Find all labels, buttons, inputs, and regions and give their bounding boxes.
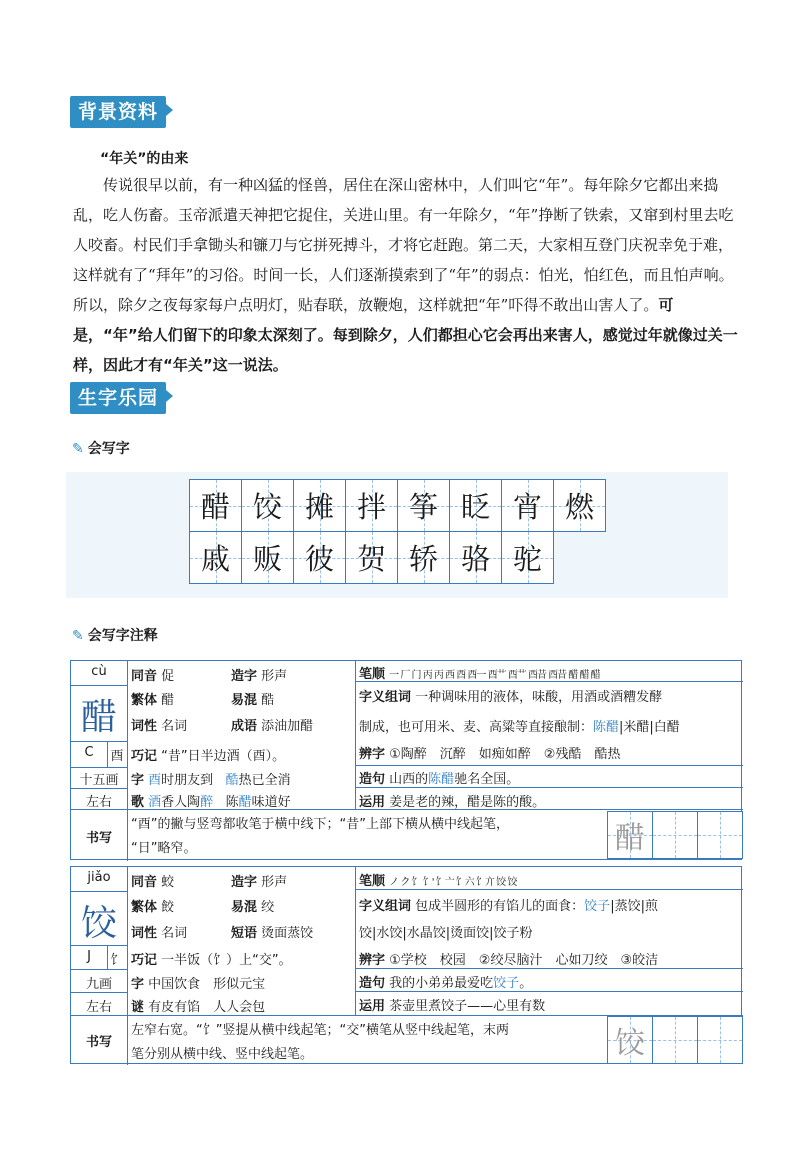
text: ①学校 校园 ②绞尽脑汁 心如刀绞 ③皎洁 <box>389 953 659 968</box>
label: 词性 <box>131 926 158 941</box>
label: 造句 <box>359 976 386 991</box>
label: 字 <box>131 773 145 788</box>
label: 笔顺 <box>359 874 386 889</box>
char-cell <box>397 479 450 532</box>
text: 味道好 <box>251 795 291 810</box>
char-cell <box>501 531 554 584</box>
value: 中国饮食 形似元宝 <box>148 977 266 992</box>
text: 山西的 <box>389 772 429 787</box>
highlight: 酷 <box>225 773 239 788</box>
label: 巧记 <box>131 749 158 764</box>
value: 添油加醋 <box>261 719 314 734</box>
text: “日”略窄。 <box>131 841 197 856</box>
grid-character: 醋 <box>200 490 230 524</box>
text: 笔分别从横中线、竖中线起笔。 <box>131 1047 314 1062</box>
grid-character: 燃 <box>564 490 594 524</box>
notes-heading <box>72 625 158 645</box>
notes-heading-text: 会写字注释 <box>87 628 158 644</box>
label: 造句 <box>359 772 386 787</box>
value: 名词 <box>161 926 188 941</box>
pinyin: cù <box>91 664 107 679</box>
grid-row-2 <box>190 532 606 584</box>
section-background-tag: 背景资料 <box>70 96 166 128</box>
label: 造字 <box>231 875 258 890</box>
story-bold-text: 可是，“年”给人们留下的印象太深刻了。每到除夕，人们都担心它会再出来害人，感觉过年就像过关一样，因此才有“年关”这一说法。 <box>73 296 738 374</box>
text: 姜是老的辣，醋是陈的酸。 <box>389 795 546 810</box>
trace-character: 醋 <box>615 821 645 856</box>
grid-row-1 <box>190 480 606 532</box>
entry-character: 醋 <box>80 697 117 738</box>
char-cell <box>345 531 398 584</box>
practice-box <box>697 1016 743 1064</box>
label: 繁体 <box>131 900 158 915</box>
text: 陈 <box>225 795 239 810</box>
text: 饺|水饺|水晶饺|烫面饺|饺子粉 <box>359 926 533 941</box>
char-cell <box>449 479 502 532</box>
char-cell <box>397 531 450 584</box>
text: 热已全消 <box>238 773 291 788</box>
value: 酷 <box>261 693 275 708</box>
text: |米醋|白醋 <box>619 720 680 735</box>
grid-character: 筝 <box>408 490 438 524</box>
index-letter: J <box>87 949 91 964</box>
label: 字义组词 <box>359 899 412 914</box>
stroke-order: ノ ク 饣 饣' 饣亠 饣六 饣亣 饺 饺 <box>389 877 517 888</box>
label: 谜 <box>131 1000 145 1015</box>
grid-character: 贩 <box>252 542 282 576</box>
text: 包成半圆形的有馅儿的面食： <box>415 899 585 914</box>
label: 词性 <box>131 719 158 734</box>
highlight: 饺子 <box>493 976 520 991</box>
value: 餃 <box>161 900 175 915</box>
practice-box <box>697 811 743 859</box>
value: 绞 <box>261 900 275 915</box>
value: 蛟 <box>161 875 175 890</box>
text: 驰名全国。 <box>454 772 520 787</box>
char-cell <box>449 531 502 584</box>
write-chars-heading <box>72 438 130 458</box>
label: 繁体 <box>131 693 158 708</box>
radical: 饣 <box>110 953 124 968</box>
label: 笔顺 <box>359 667 386 682</box>
write-chars-grid <box>190 480 606 584</box>
practice-box <box>652 811 698 859</box>
pinyin: jiǎo <box>87 870 111 885</box>
label: 辨字 <box>359 953 386 968</box>
stroke-count: 九画 <box>85 977 112 992</box>
char-cell <box>293 479 346 532</box>
write-chars-heading-text: 会写字 <box>87 441 130 457</box>
text: 。 <box>519 976 533 991</box>
highlight: 醋 <box>238 795 252 810</box>
label: 同音 <box>131 669 158 684</box>
entry-card-jiao <box>70 866 742 1064</box>
grid-character: 摊 <box>304 490 334 524</box>
grid-character: 驼 <box>512 542 542 576</box>
story-title: “年关”的由来 <box>100 151 189 167</box>
char-cell <box>553 479 606 532</box>
char-cell <box>241 531 294 584</box>
label: 巧记 <box>131 953 158 968</box>
highlight: 酒 <box>148 795 162 810</box>
highlight: 陈醋 <box>428 772 455 787</box>
practice-box <box>652 1016 698 1064</box>
label: 运用 <box>359 999 386 1014</box>
text: 茶壶里煮饺子——心里有数 <box>389 999 546 1014</box>
text: 我的小弟弟最爱吃 <box>389 976 494 991</box>
value: 名词 <box>161 719 188 734</box>
radical: 酉 <box>110 749 124 764</box>
grid-character: 宵 <box>512 490 542 524</box>
value: 促 <box>161 669 175 684</box>
text: 左窄右宽。“饣”竖提从横中线起笔；“交”横笔从竖中线起笔，末两 <box>131 1023 509 1038</box>
grid-character: 饺 <box>252 490 282 524</box>
char-cell <box>241 479 294 532</box>
label: 同音 <box>131 875 158 890</box>
label: 运用 <box>359 795 386 810</box>
text: 一种调味用的液体，味酸，用酒或酒糟发酵 <box>415 690 663 705</box>
practice-box <box>607 1016 653 1064</box>
stroke-order: 一 厂 门 丙 丙 西 酉 酉一 酉艹 酉艹 酉昔 酉昔 醋 醋 醋 <box>389 670 600 681</box>
value: 形声 <box>261 669 288 684</box>
grid-character: 彼 <box>304 542 334 576</box>
text: 制成，也可用米、麦、高粱等直接酿制： <box>359 720 594 735</box>
value: 一半饭（饣）上“交”。 <box>161 953 292 968</box>
label: 短语 <box>231 926 258 941</box>
label: 易混 <box>231 693 258 708</box>
label: 书写 <box>85 1035 112 1050</box>
grid-character: 贺 <box>356 542 386 576</box>
text: 时朋友到 <box>161 773 214 788</box>
char-cell <box>345 479 398 532</box>
practice-box <box>607 811 653 859</box>
char-cell <box>501 479 554 532</box>
highlight: 酉 <box>148 773 162 788</box>
entry-card-cu <box>70 660 742 860</box>
label: 书写 <box>85 831 112 846</box>
char-cell <box>189 531 242 584</box>
value: 有皮有馅 人人会包 <box>148 1000 266 1015</box>
value: 烫面蒸饺 <box>261 926 314 941</box>
grid-character: 拌 <box>356 490 386 524</box>
highlight: 饺子 <box>584 899 611 914</box>
grid-character: 眨 <box>460 490 490 524</box>
text: “酉”的撇与竖弯都收笔于横中线下；“昔”上部下横从横中线起笔， <box>131 817 509 832</box>
label: 造字 <box>231 669 258 684</box>
pencil-icon: ✎ <box>72 441 84 457</box>
label: 字 <box>131 977 145 992</box>
story-text: 传说很早以前，有一种凶猛的怪兽，居住在深山密林中，人们叫它“年”。每年除夕它都出来捣乱，吃人伤畜。玉帝派遣天神把它捉住，关进山里。有一年除夕，“年”挣断了铁索，又窜到村里去吃人咬畜。村民们手拿锄头和镰刀与它拼死搏斗，才将它赶跑。第二天，大家相互登门庆祝幸免于难，这样就有了“拜年”的习俗。时间一长，人们逐渐摸索到了“年”的弱点：怕光，怕红色，而且怕声响。所以，除夕之夜每家每户点明灯，贴春联，放鞭炮，这样就把“年”吓得不敢出山害人了。 <box>73 176 734 314</box>
pencil-icon: ✎ <box>72 628 84 644</box>
char-cell <box>189 479 242 532</box>
index-letter: C <box>84 745 94 760</box>
value: 醋 <box>161 693 175 708</box>
grid-character: 戚 <box>200 542 230 576</box>
grid-character: 骆 <box>460 542 490 576</box>
entry-character: 饺 <box>80 903 117 944</box>
value: “昔”日半边酒（酉）。 <box>161 749 286 764</box>
highlight: 陈醋 <box>593 720 620 735</box>
label: 易混 <box>231 900 258 915</box>
label: 字义组词 <box>359 690 412 705</box>
story-body <box>73 170 741 380</box>
text: ①陶醉 沉醉 如痴如醉 ②残酷 酷热 <box>389 747 621 762</box>
structure: 左右 <box>85 1000 112 1015</box>
stroke-count: 十五画 <box>79 773 119 788</box>
label: 歌 <box>131 795 145 810</box>
text: 香人陶 <box>161 795 201 810</box>
value: 形声 <box>261 875 288 890</box>
section-garden-tag: 生字乐园 <box>70 382 166 414</box>
grid-character: 轿 <box>408 542 438 576</box>
trace-character: 饺 <box>615 1026 645 1061</box>
text: |蒸饺|煎 <box>610 899 658 914</box>
highlight: 醉 <box>200 795 214 810</box>
structure: 左右 <box>85 795 112 810</box>
char-cell <box>293 531 346 584</box>
label: 辨字 <box>359 747 386 762</box>
label: 成语 <box>231 719 258 734</box>
